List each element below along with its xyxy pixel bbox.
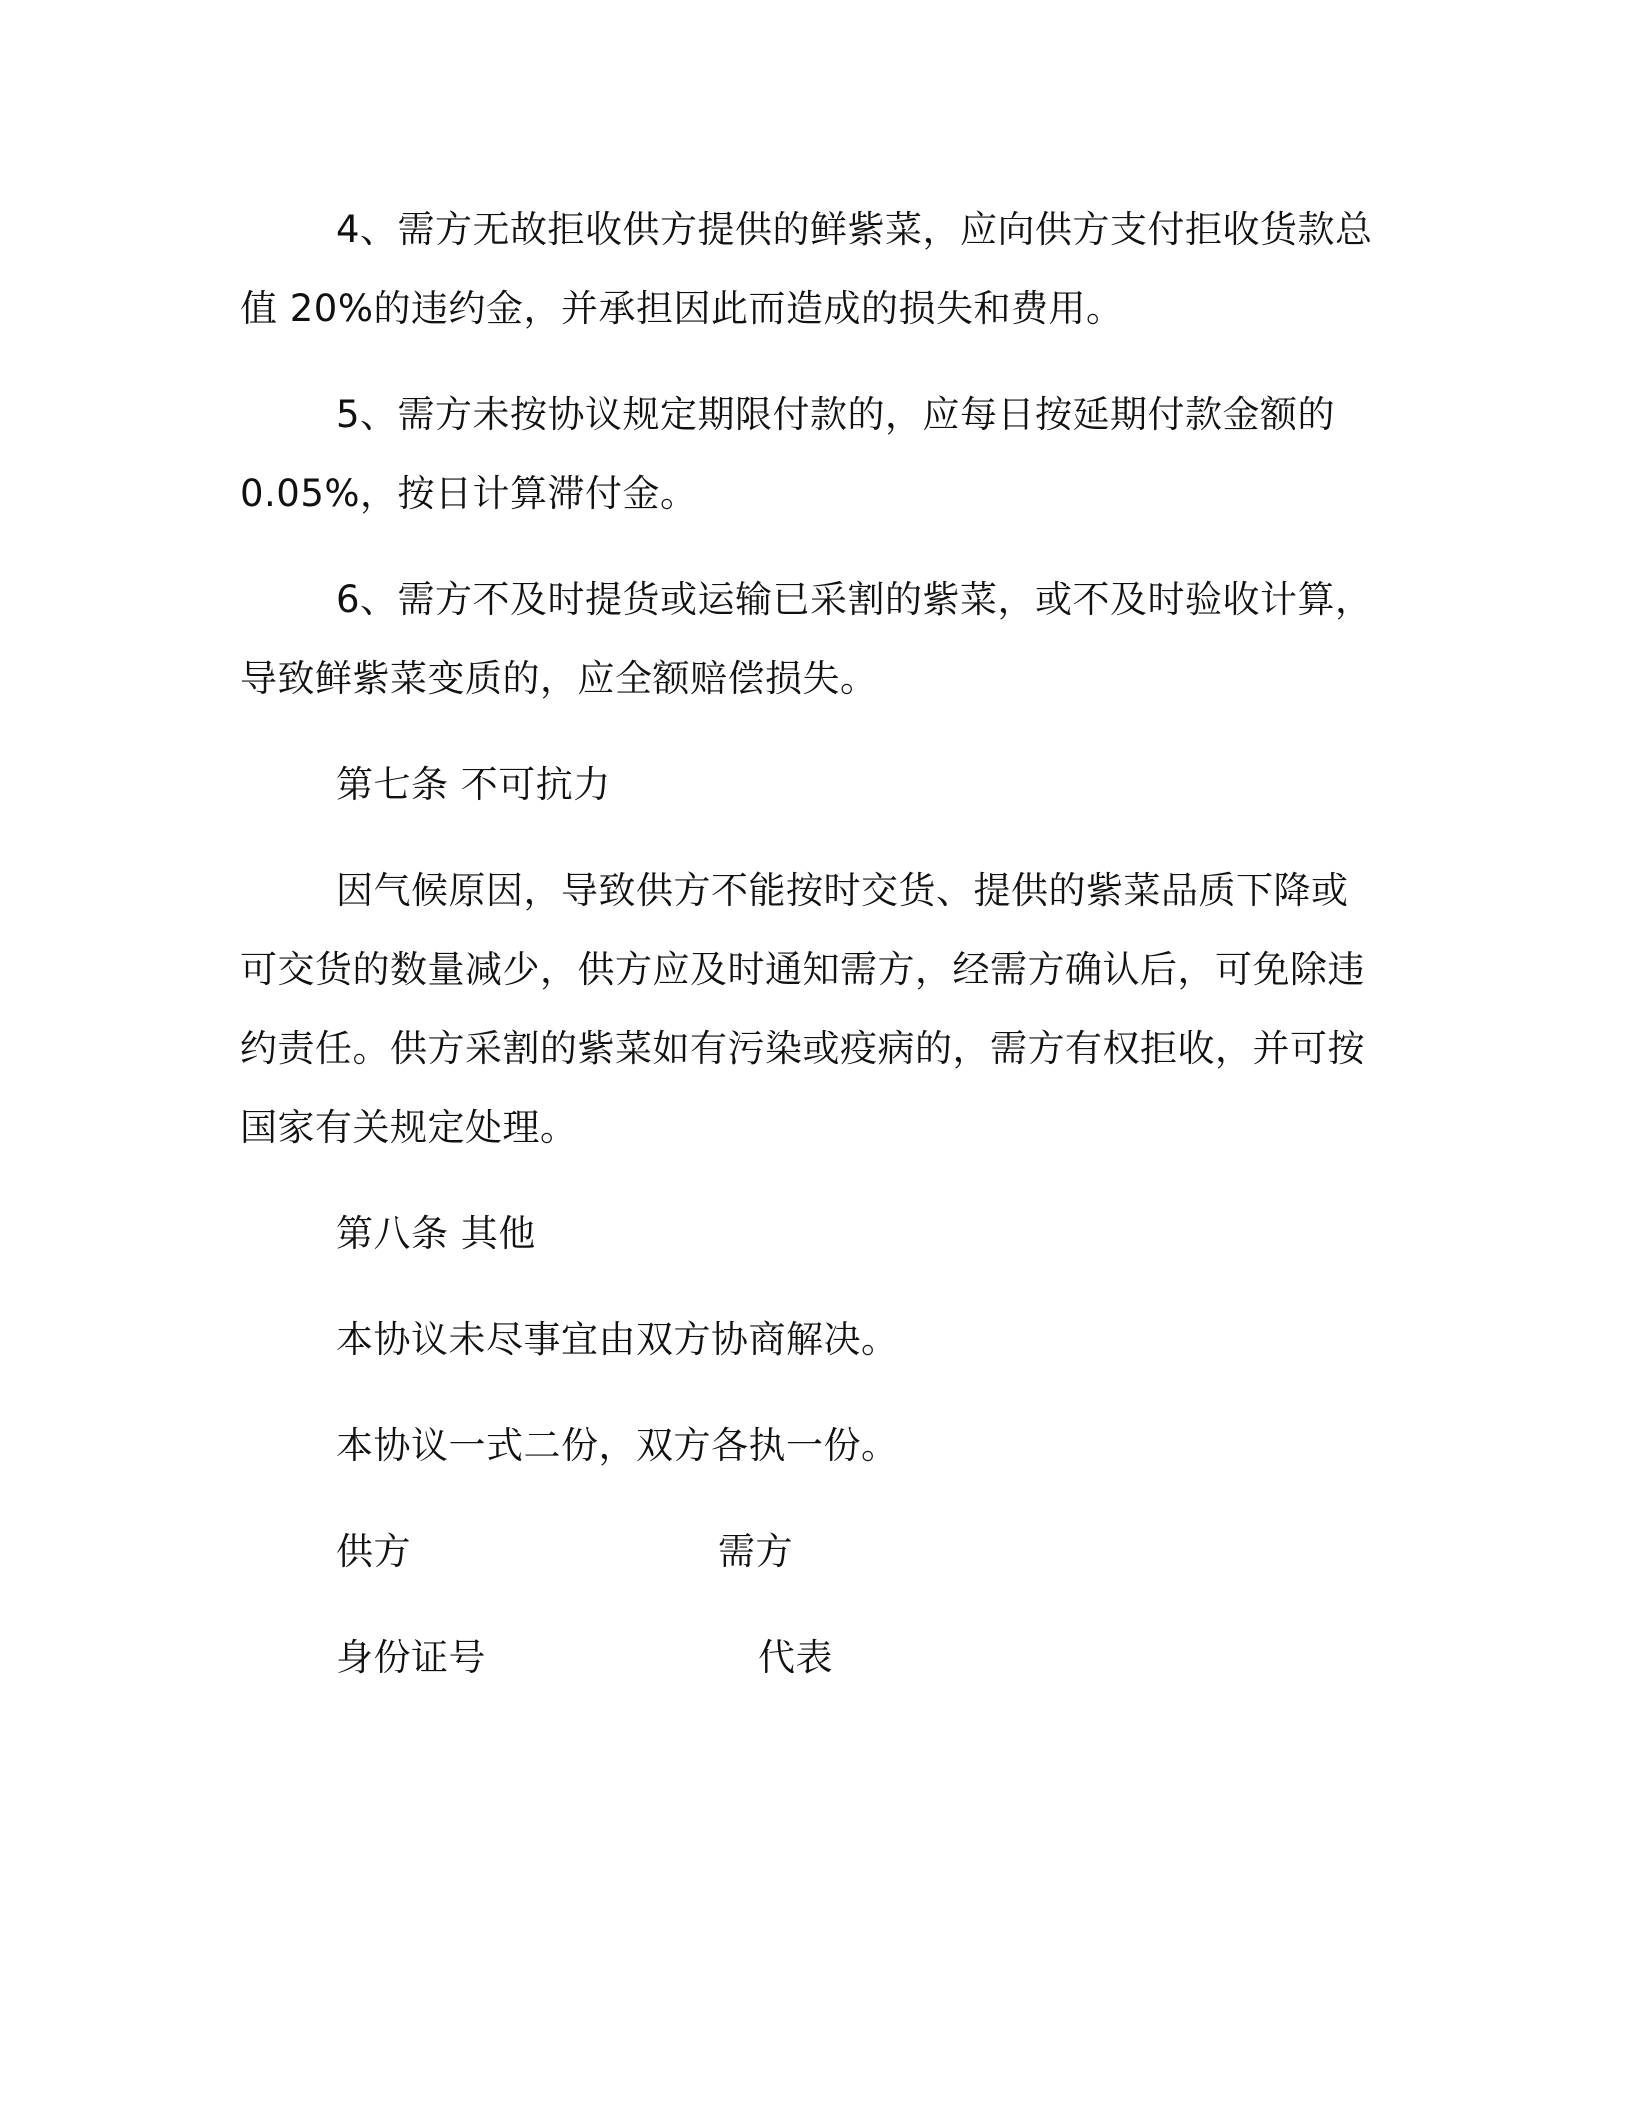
article-8-line-2: 本协议一式二份，双方各执一份。 bbox=[336, 1424, 899, 1467]
article-8-line-1: 本协议未尽事宜由双方协商解决。 bbox=[336, 1318, 899, 1361]
clause-4: 4、需方无故拒收供方提供的鲜紫菜，应向供方支付拒收货款总值 20%的违约金，并承担因此而造成的损失和费用。 bbox=[240, 208, 1373, 330]
supplier-label: 供方 bbox=[336, 1530, 411, 1573]
representative-label: 代表 bbox=[758, 1636, 833, 1679]
id-number-label: 身份证号 bbox=[336, 1636, 486, 1679]
clause-5: 5、需方未按协议规定期限付款的，应每日按延期付款金额的 0.05%，按日计算滞付金。 bbox=[240, 393, 1336, 515]
buyer-label: 需方 bbox=[718, 1530, 793, 1573]
article-7-body: 因气候原因，导致供方不能按时交货、提供的紫菜品质下降或可交货的数量减少，供方应及时通知需方，经需方确认后，可免除违约责任。供方采割的紫菜如有污染或疫病的，需方有权拒收，并可按国家有关规定处理。 bbox=[240, 869, 1365, 1149]
signature-row-parties bbox=[240, 1512, 1380, 1591]
article-8-heading: 第八条 其他 bbox=[336, 1212, 536, 1255]
clause-6: 6、需方不及时提货或运输已采割的紫菜，或不及时验收计算，导致鲜紫菜变质的，应全额赔偿损失。 bbox=[240, 578, 1373, 700]
article-7-heading: 第七条 不可抗力 bbox=[336, 763, 611, 806]
signature-row-id bbox=[240, 1618, 1380, 1697]
document-body bbox=[240, 190, 1380, 1724]
